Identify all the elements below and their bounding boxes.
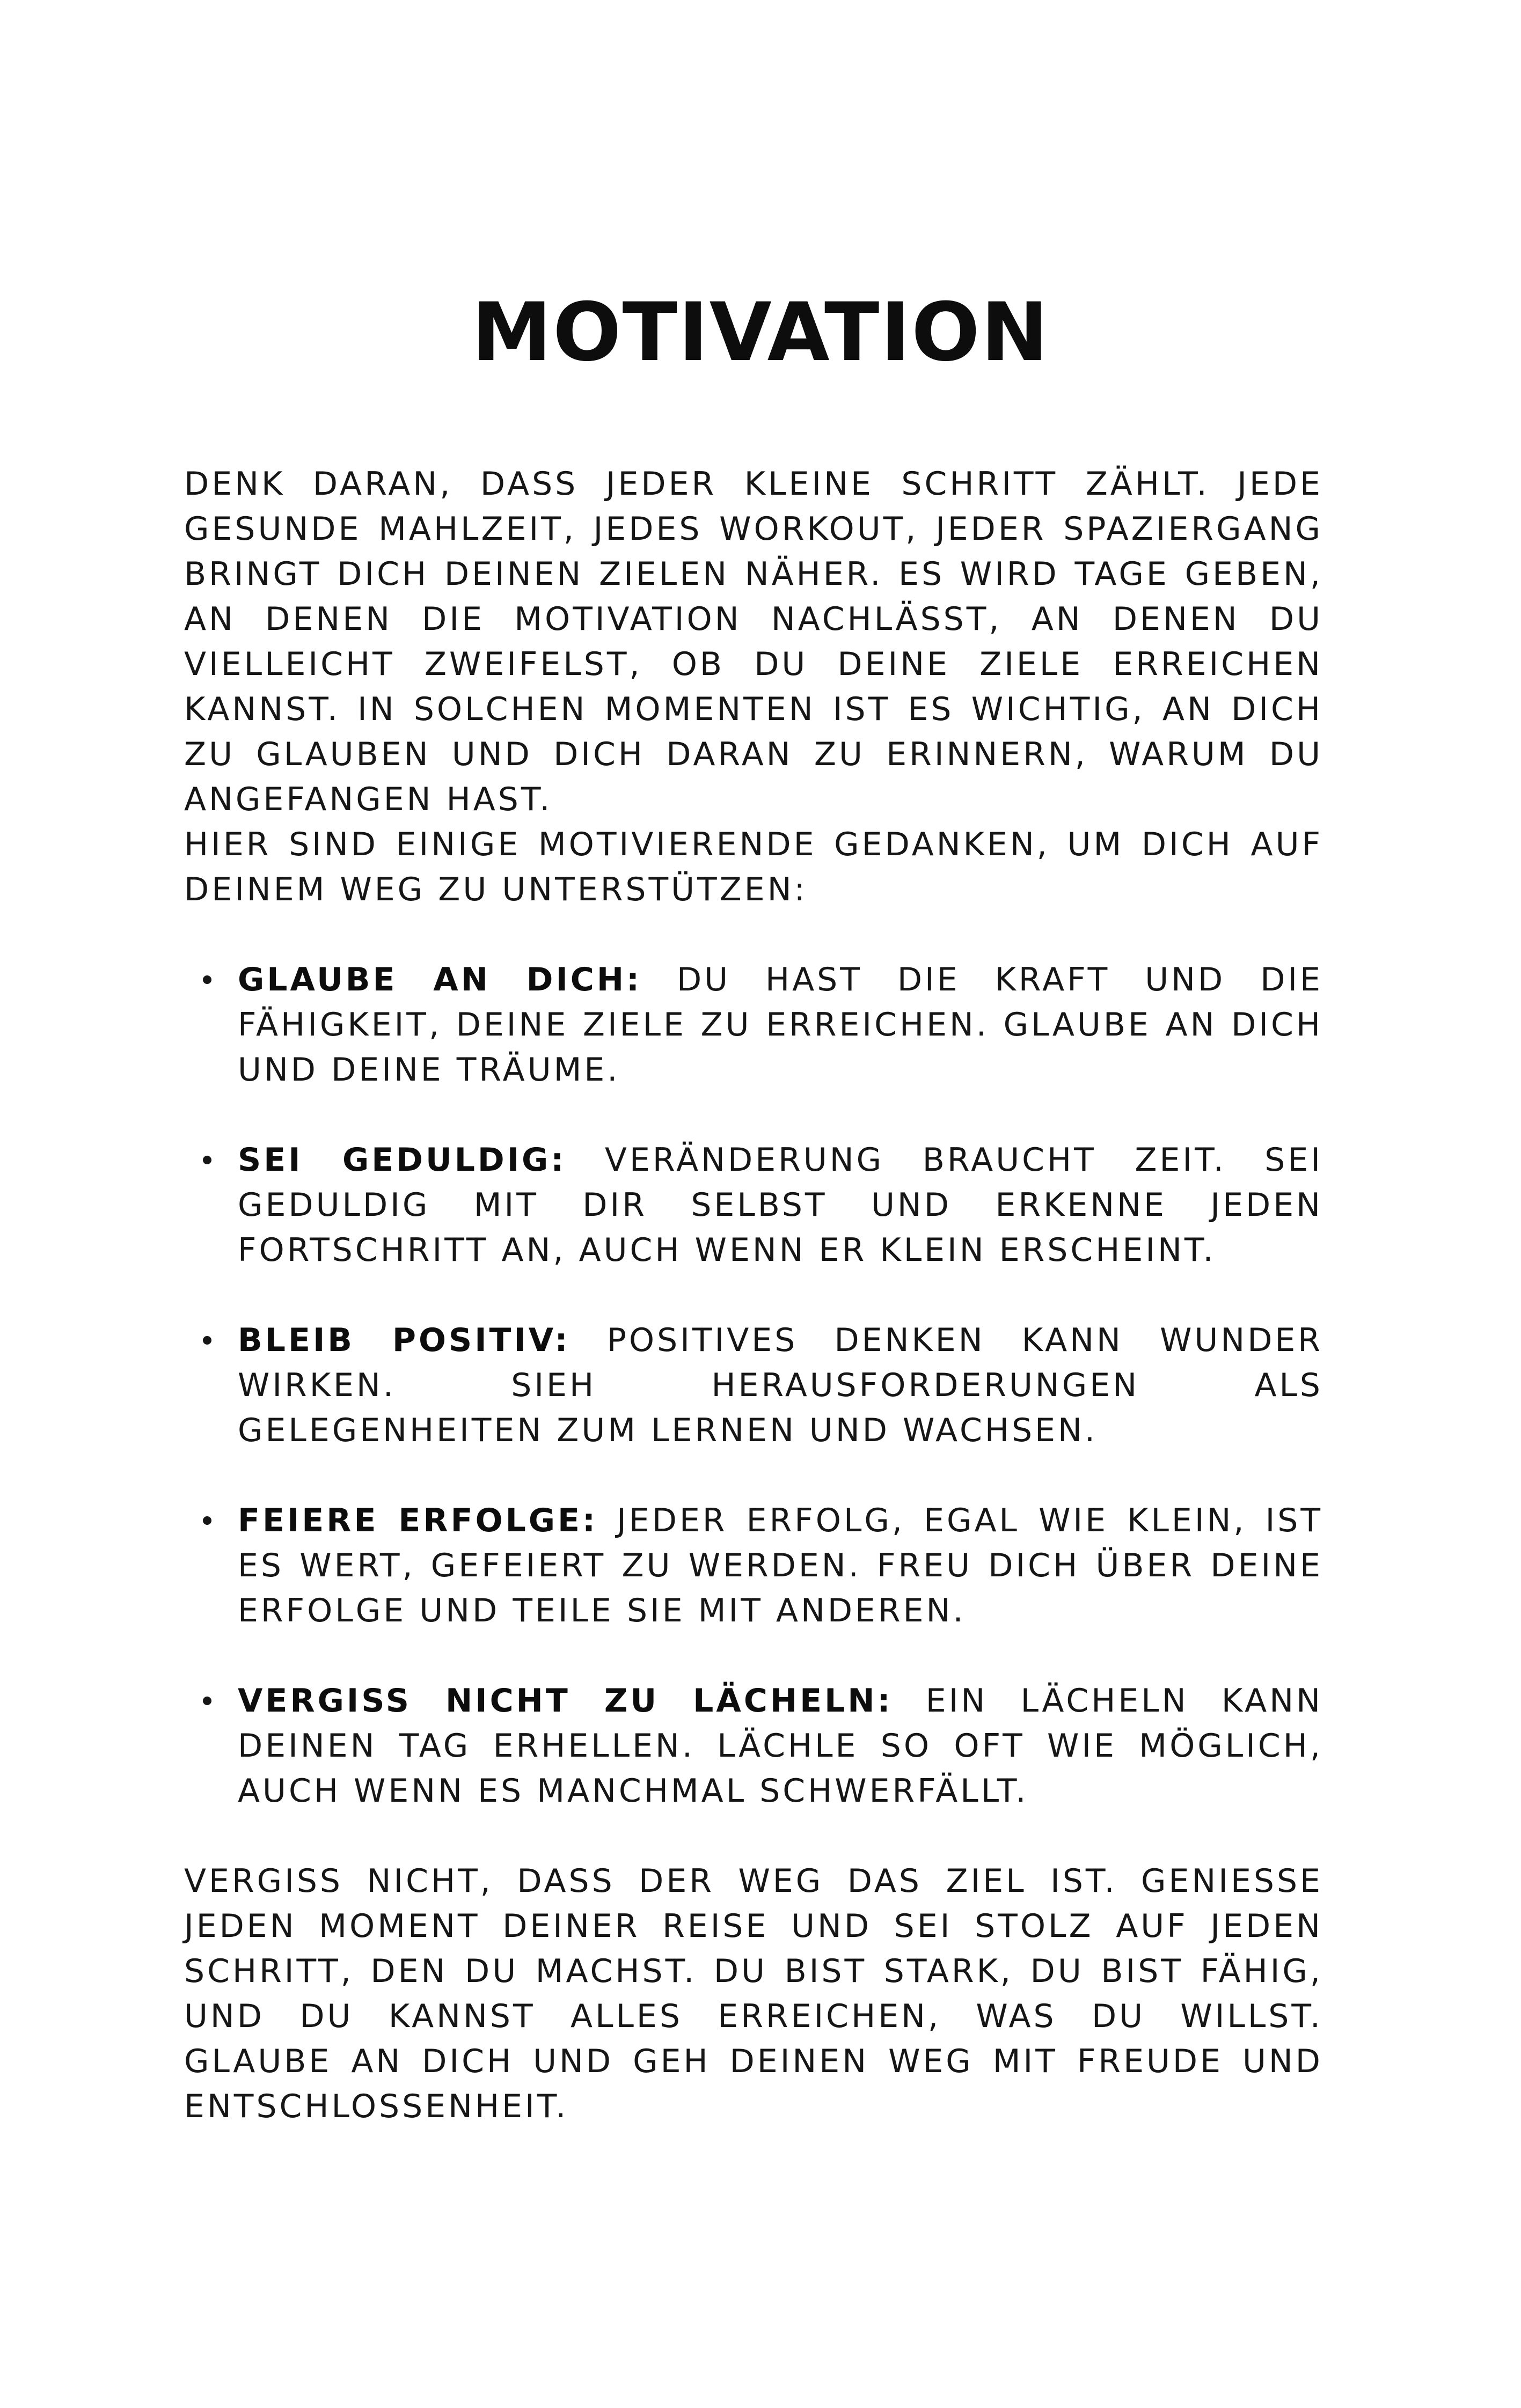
- page-body: [184, 461, 1323, 2129]
- list-item-text: POSITIVES DENKEN KANN WUNDER WIRKEN. SIEH HERAUSFORDERUNGEN ALS GELEGENHEITEN ZUM LERNEN UND WACHSEN.: [238, 1322, 1323, 1449]
- bullet-icon: [203, 975, 211, 984]
- bullet-icon: [203, 1697, 211, 1705]
- list-item-heading: BLEIB POSITIV:: [238, 1322, 571, 1359]
- list-item-heading: GLAUBE AN DICH:: [238, 961, 642, 999]
- list-item: [184, 957, 1323, 1092]
- list-item: [184, 1137, 1323, 1273]
- bullet-icon: [203, 1336, 211, 1345]
- list-item-heading: FEIERE ERFOLGE:: [238, 1502, 598, 1539]
- bullet-icon: [203, 1156, 211, 1164]
- list-item-heading: VERGISS NICHT ZU LÄCHELN:: [238, 1682, 893, 1720]
- list-item-text: EIN LÄCHELN KANN DEINEN TAG ERHELLEN. LÄCHLE SO OFT WIE MÖGLICH, AUCH WENN ES MANCHMAL SCHWERFÄLLT.: [238, 1682, 1323, 1810]
- list-item-text: VERÄNDERUNG BRAUCHT ZEIT. SEI GEDULDIG MIT DIR SELBST UND ERKENNE JEDEN FORTSCHRITT AN, AUCH WENN ER KLEIN ERSCHEINT.: [238, 1141, 1323, 1269]
- list-item: [184, 1318, 1323, 1453]
- bullet-icon: [203, 1516, 211, 1525]
- list-item: [184, 1678, 1323, 1814]
- list-item-text: JEDER ERFOLG, EGAL WIE KLEIN, IST ES WERT, GEFEIERT ZU WERDEN. FREU DICH ÜBER DEINE ERFOLGE UND TEILE SIE MIT ANDEREN.: [238, 1502, 1323, 1629]
- motivation-list: [184, 957, 1323, 1814]
- intro-lead-in: HIER SIND EINIGE MOTIVIERENDE GEDANKEN, UM DICH AUF DEINEM WEG ZU UNTERSTÜTZEN:: [184, 826, 1323, 908]
- list-item-heading: SEI GEDULDIG:: [238, 1141, 567, 1179]
- list-item: [184, 1498, 1323, 1633]
- list-item-text: DU HAST DIE KRAFT UND DIE FÄHIGKEIT, DEINE ZIELE ZU ERREICHEN. GLAUBE AN DICH UND DEINE TRÄUME.: [238, 961, 1323, 1089]
- intro-paragraph: DENK DARAN, DASS JEDER KLEINE SCHRITT ZÄHLT. JEDE GESUNDE MAHLZEIT, JEDES WORKOUT, JEDER SPAZIERGANG BRINGT DICH DEINEN ZIELEN NÄHER. ES WIRD TAGE GEBEN, AN DENEN DIE MOTIVATION NACHLÄSST, AN DENEN DU VIELLEICHT ZWEIFELST, OB DU DEINE ZIELE ERREICHEN KANNST. IN SOLCHEN MOMENTEN IST ES WICHTIG, AN DICH ZU GLAUBEN UND DICH DARAN ZU ERINNERN, WARUM DU ANGEFANGEN HAST.: [184, 465, 1323, 818]
- closing-paragraph: VERGISS NICHT, DASS DER WEG DAS ZIEL IST. GENIESSE JEDEN MOMENT DEINER REISE UND SEI STOLZ AUF JEDEN SCHRITT, DEN DU MACHST. DU BIST STARK, DU BIST FÄHIG, UND DU KANNST ALLES ERREICHEN, WAS DU WILLST. GLAUBE AN DICH UND GEH DEINEN WEG MIT FREUDE UND ENTSCHLOSSENHEIT.: [184, 1862, 1323, 2125]
- page-title: MOTIVATION: [471, 286, 1050, 379]
